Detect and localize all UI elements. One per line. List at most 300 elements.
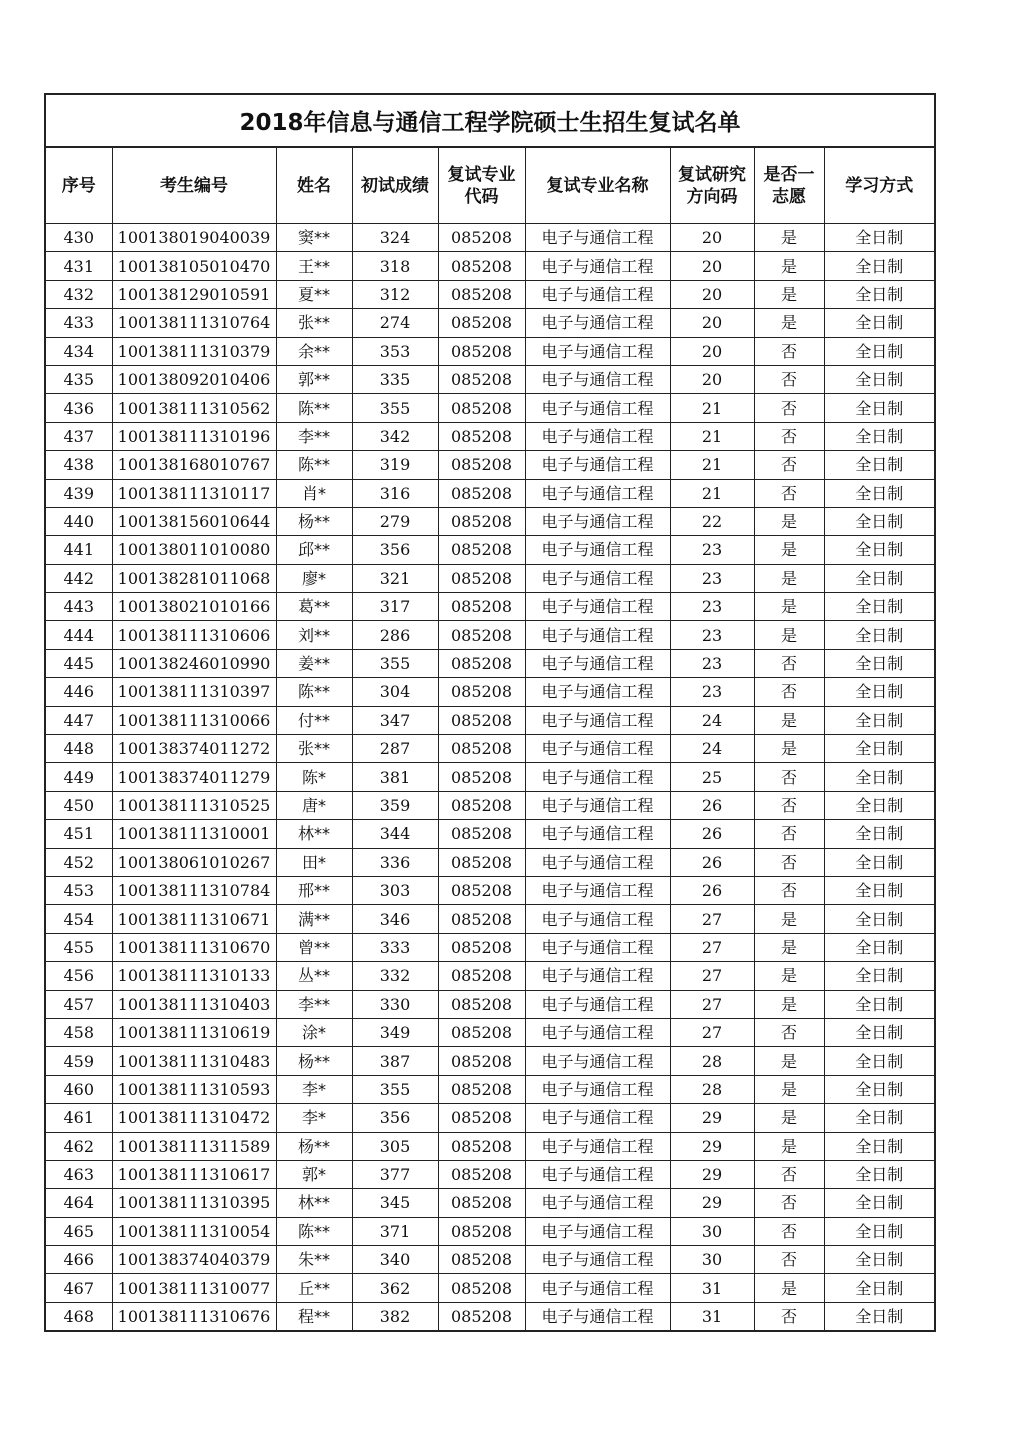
cell-candidate-id: 100138111310077: [112, 1274, 276, 1302]
cell-direction-code: 27: [670, 933, 754, 961]
cell-candidate-id: 100138281011068: [112, 564, 276, 592]
cell-first-choice: 否: [754, 394, 824, 422]
cell-index: 442: [45, 564, 112, 592]
cell-study-mode: 全日制: [824, 1302, 935, 1331]
table-row: [45, 791, 935, 819]
cell-name: 田*: [276, 848, 352, 876]
cell-study-mode: 全日制: [824, 678, 935, 706]
cell-major-name: 电子与通信工程: [525, 678, 670, 706]
cell-candidate-id: 100138111310472: [112, 1104, 276, 1132]
cell-study-mode: 全日制: [824, 735, 935, 763]
cell-index: 456: [45, 962, 112, 990]
cell-major-name: 电子与通信工程: [525, 905, 670, 933]
table-row: [45, 706, 935, 734]
cell-major-code: 085208: [438, 1246, 525, 1274]
cell-name: 满**: [276, 905, 352, 933]
cell-score: 332: [352, 962, 438, 990]
cell-major-code: 085208: [438, 848, 525, 876]
cell-study-mode: 全日制: [824, 564, 935, 592]
cell-major-name: 电子与通信工程: [525, 1274, 670, 1302]
cell-direction-code: 29: [670, 1104, 754, 1132]
cell-first-choice: 是: [754, 507, 824, 535]
cell-study-mode: 全日制: [824, 309, 935, 337]
cell-study-mode: 全日制: [824, 1104, 935, 1132]
cell-major-name: 电子与通信工程: [525, 1160, 670, 1188]
cell-study-mode: 全日制: [824, 1274, 935, 1302]
cell-name: 陈**: [276, 394, 352, 422]
cell-score: 349: [352, 1018, 438, 1046]
cell-candidate-id: 100138092010406: [112, 365, 276, 393]
cell-major-name: 电子与通信工程: [525, 848, 670, 876]
cell-major-code: 085208: [438, 1160, 525, 1188]
table-row: [45, 1189, 935, 1217]
cell-first-choice: 是: [754, 933, 824, 961]
cell-score: 359: [352, 791, 438, 819]
cell-major-name: 电子与通信工程: [525, 820, 670, 848]
cell-major-code: 085208: [438, 1018, 525, 1046]
cell-index: 455: [45, 933, 112, 961]
table-row: [45, 1302, 935, 1331]
cell-major-code: 085208: [438, 280, 525, 308]
cell-direction-code: 29: [670, 1132, 754, 1160]
cell-index: 433: [45, 309, 112, 337]
cell-major-code: 085208: [438, 990, 525, 1018]
table-row: [45, 820, 935, 848]
cell-first-choice: 否: [754, 1189, 824, 1217]
cell-candidate-id: 100138021010166: [112, 593, 276, 621]
cell-name: 李**: [276, 422, 352, 450]
cell-score: 344: [352, 820, 438, 848]
cell-candidate-id: 100138061010267: [112, 848, 276, 876]
cell-study-mode: 全日制: [824, 479, 935, 507]
cell-candidate-id: 100138156010644: [112, 507, 276, 535]
cell-candidate-id: 100138111310606: [112, 621, 276, 649]
cell-candidate-id: 100138111310784: [112, 876, 276, 904]
cell-major-name: 电子与通信工程: [525, 1189, 670, 1217]
cell-name: 王**: [276, 252, 352, 280]
cell-study-mode: 全日制: [824, 1217, 935, 1245]
cell-study-mode: 全日制: [824, 1047, 935, 1075]
cell-index: 458: [45, 1018, 112, 1046]
cell-score: 362: [352, 1274, 438, 1302]
cell-major-name: 电子与通信工程: [525, 365, 670, 393]
cell-direction-code: 24: [670, 735, 754, 763]
cell-index: 446: [45, 678, 112, 706]
cell-name: 张**: [276, 735, 352, 763]
cell-study-mode: 全日制: [824, 933, 935, 961]
cell-candidate-id: 100138111310196: [112, 422, 276, 450]
cell-major-name: 电子与通信工程: [525, 990, 670, 1018]
cell-direction-code: 23: [670, 536, 754, 564]
cell-score: 287: [352, 735, 438, 763]
table-row: [45, 224, 935, 252]
cell-candidate-id: 100138111310525: [112, 791, 276, 819]
cell-index: 451: [45, 820, 112, 848]
cell-major-code: 085208: [438, 451, 525, 479]
cell-major-name: 电子与通信工程: [525, 394, 670, 422]
cell-study-mode: 全日制: [824, 990, 935, 1018]
cell-first-choice: 是: [754, 224, 824, 252]
cell-score: 355: [352, 1075, 438, 1103]
cell-name: 杨**: [276, 1047, 352, 1075]
cell-direction-code: 20: [670, 280, 754, 308]
cell-index: 468: [45, 1302, 112, 1331]
cell-score: 316: [352, 479, 438, 507]
cell-major-name: 电子与通信工程: [525, 1217, 670, 1245]
cell-score: 303: [352, 876, 438, 904]
cell-direction-code: 23: [670, 621, 754, 649]
cell-major-code: 085208: [438, 706, 525, 734]
col-header-direction-code: 复试研究方向码: [670, 147, 754, 224]
cell-score: 355: [352, 394, 438, 422]
cell-major-name: 电子与通信工程: [525, 422, 670, 450]
cell-index: 444: [45, 621, 112, 649]
cell-major-code: 085208: [438, 678, 525, 706]
cell-direction-code: 22: [670, 507, 754, 535]
retest-list-table: [44, 93, 936, 1332]
cell-direction-code: 28: [670, 1047, 754, 1075]
cell-score: 382: [352, 1302, 438, 1331]
cell-score: 347: [352, 706, 438, 734]
cell-major-name: 电子与通信工程: [525, 649, 670, 677]
cell-major-name: 电子与通信工程: [525, 507, 670, 535]
cell-first-choice: 是: [754, 990, 824, 1018]
cell-name: 郭**: [276, 365, 352, 393]
cell-name: 郭*: [276, 1160, 352, 1188]
cell-first-choice: 否: [754, 479, 824, 507]
cell-name: 林**: [276, 820, 352, 848]
cell-index: 434: [45, 337, 112, 365]
cell-first-choice: 是: [754, 706, 824, 734]
cell-name: 曾**: [276, 933, 352, 961]
table-row: [45, 990, 935, 1018]
cell-score: 324: [352, 224, 438, 252]
cell-first-choice: 否: [754, 820, 824, 848]
cell-name: 陈*: [276, 763, 352, 791]
cell-name: 杨**: [276, 1132, 352, 1160]
cell-study-mode: 全日制: [824, 536, 935, 564]
cell-first-choice: 是: [754, 905, 824, 933]
cell-index: 465: [45, 1217, 112, 1245]
cell-index: 448: [45, 735, 112, 763]
cell-candidate-id: 100138374040379: [112, 1246, 276, 1274]
cell-index: 466: [45, 1246, 112, 1274]
table-row: [45, 451, 935, 479]
cell-major-code: 085208: [438, 337, 525, 365]
cell-major-code: 085208: [438, 820, 525, 848]
cell-index: 453: [45, 876, 112, 904]
cell-major-name: 电子与通信工程: [525, 593, 670, 621]
cell-name: 丛**: [276, 962, 352, 990]
cell-major-name: 电子与通信工程: [525, 1104, 670, 1132]
cell-candidate-id: 100138111310066: [112, 706, 276, 734]
cell-study-mode: 全日制: [824, 280, 935, 308]
cell-major-name: 电子与通信工程: [525, 337, 670, 365]
cell-major-code: 085208: [438, 791, 525, 819]
table-row: [45, 536, 935, 564]
cell-name: 张**: [276, 309, 352, 337]
cell-candidate-id: 100138111310395: [112, 1189, 276, 1217]
cell-first-choice: 是: [754, 593, 824, 621]
cell-major-name: 电子与通信工程: [525, 1246, 670, 1274]
cell-first-choice: 是: [754, 536, 824, 564]
cell-candidate-id: 100138111310397: [112, 678, 276, 706]
cell-direction-code: 26: [670, 876, 754, 904]
cell-direction-code: 26: [670, 791, 754, 819]
cell-major-name: 电子与通信工程: [525, 791, 670, 819]
table-row: [45, 479, 935, 507]
cell-study-mode: 全日制: [824, 820, 935, 848]
cell-candidate-id: 100138011010080: [112, 536, 276, 564]
cell-index: 463: [45, 1160, 112, 1188]
cell-study-mode: 全日制: [824, 905, 935, 933]
cell-major-code: 085208: [438, 1104, 525, 1132]
cell-major-code: 085208: [438, 735, 525, 763]
cell-direction-code: 23: [670, 678, 754, 706]
cell-major-code: 085208: [438, 365, 525, 393]
cell-index: 437: [45, 422, 112, 450]
cell-direction-code: 26: [670, 820, 754, 848]
cell-score: 356: [352, 1104, 438, 1132]
cell-direction-code: 21: [670, 479, 754, 507]
cell-candidate-id: 100138111310117: [112, 479, 276, 507]
cell-score: 340: [352, 1246, 438, 1274]
cell-first-choice: 否: [754, 1160, 824, 1188]
cell-first-choice: 是: [754, 1075, 824, 1103]
cell-major-name: 电子与通信工程: [525, 536, 670, 564]
col-header-major-name: 复试专业名称: [525, 147, 670, 224]
cell-direction-code: 31: [670, 1274, 754, 1302]
cell-direction-code: 23: [670, 564, 754, 592]
cell-direction-code: 31: [670, 1302, 754, 1331]
cell-candidate-id: 100138111310001: [112, 820, 276, 848]
cell-candidate-id: 100138246010990: [112, 649, 276, 677]
cell-index: 443: [45, 593, 112, 621]
cell-name: 唐*: [276, 791, 352, 819]
cell-major-code: 085208: [438, 876, 525, 904]
table-row: [45, 394, 935, 422]
cell-direction-code: 26: [670, 848, 754, 876]
admission-list-sheet: [44, 93, 934, 1332]
cell-score: 304: [352, 678, 438, 706]
cell-major-code: 085208: [438, 479, 525, 507]
table-row: [45, 564, 935, 592]
cell-study-mode: 全日制: [824, 791, 935, 819]
cell-major-name: 电子与通信工程: [525, 224, 670, 252]
cell-major-code: 085208: [438, 621, 525, 649]
cell-index: 445: [45, 649, 112, 677]
cell-index: 459: [45, 1047, 112, 1075]
cell-major-name: 电子与通信工程: [525, 735, 670, 763]
cell-major-code: 085208: [438, 1189, 525, 1217]
table-row: [45, 252, 935, 280]
table-row: [45, 1047, 935, 1075]
cell-direction-code: 20: [670, 252, 754, 280]
cell-name: 窦**: [276, 224, 352, 252]
cell-score: 353: [352, 337, 438, 365]
cell-score: 371: [352, 1217, 438, 1245]
cell-index: 452: [45, 848, 112, 876]
cell-study-mode: 全日制: [824, 962, 935, 990]
cell-major-name: 电子与通信工程: [525, 451, 670, 479]
cell-direction-code: 23: [670, 593, 754, 621]
cell-major-code: 085208: [438, 394, 525, 422]
cell-first-choice: 否: [754, 1018, 824, 1046]
cell-index: 454: [45, 905, 112, 933]
cell-major-name: 电子与通信工程: [525, 621, 670, 649]
table-row: [45, 309, 935, 337]
table-row: [45, 280, 935, 308]
cell-index: 449: [45, 763, 112, 791]
cell-major-code: 085208: [438, 422, 525, 450]
cell-score: 377: [352, 1160, 438, 1188]
cell-major-code: 085208: [438, 564, 525, 592]
cell-direction-code: 20: [670, 309, 754, 337]
cell-direction-code: 21: [670, 451, 754, 479]
cell-study-mode: 全日制: [824, 848, 935, 876]
cell-first-choice: 否: [754, 1302, 824, 1331]
cell-major-name: 电子与通信工程: [525, 763, 670, 791]
cell-major-code: 085208: [438, 1075, 525, 1103]
col-header-name: 姓名: [276, 147, 352, 224]
cell-major-name: 电子与通信工程: [525, 252, 670, 280]
cell-name: 姜**: [276, 649, 352, 677]
cell-candidate-id: 100138111310133: [112, 962, 276, 990]
cell-candidate-id: 100138111310670: [112, 933, 276, 961]
cell-major-name: 电子与通信工程: [525, 876, 670, 904]
cell-index: 435: [45, 365, 112, 393]
cell-score: 336: [352, 848, 438, 876]
col-header-candidate-id: 考生编号: [112, 147, 276, 224]
cell-score: 279: [352, 507, 438, 535]
cell-major-name: 电子与通信工程: [525, 1132, 670, 1160]
cell-major-name: 电子与通信工程: [525, 1075, 670, 1103]
cell-name: 夏**: [276, 280, 352, 308]
cell-index: 450: [45, 791, 112, 819]
cell-major-name: 电子与通信工程: [525, 280, 670, 308]
cell-study-mode: 全日制: [824, 1246, 935, 1274]
cell-study-mode: 全日制: [824, 365, 935, 393]
cell-major-code: 085208: [438, 593, 525, 621]
cell-first-choice: 否: [754, 337, 824, 365]
header-row: [45, 147, 935, 224]
cell-study-mode: 全日制: [824, 394, 935, 422]
cell-first-choice: 是: [754, 1132, 824, 1160]
cell-index: 436: [45, 394, 112, 422]
cell-index: 432: [45, 280, 112, 308]
cell-index: 464: [45, 1189, 112, 1217]
cell-first-choice: 是: [754, 564, 824, 592]
cell-major-code: 085208: [438, 1274, 525, 1302]
table-row: [45, 1104, 935, 1132]
cell-score: 317: [352, 593, 438, 621]
cell-major-name: 电子与通信工程: [525, 1047, 670, 1075]
cell-major-code: 085208: [438, 1132, 525, 1160]
cell-score: 333: [352, 933, 438, 961]
cell-name: 李*: [276, 1075, 352, 1103]
table-row: [45, 1160, 935, 1188]
cell-first-choice: 否: [754, 678, 824, 706]
cell-name: 付**: [276, 706, 352, 734]
cell-major-code: 085208: [438, 905, 525, 933]
cell-direction-code: 30: [670, 1217, 754, 1245]
cell-first-choice: 是: [754, 280, 824, 308]
cell-score: 381: [352, 763, 438, 791]
cell-direction-code: 27: [670, 990, 754, 1018]
cell-study-mode: 全日制: [824, 593, 935, 621]
cell-direction-code: 20: [670, 365, 754, 393]
cell-direction-code: 29: [670, 1189, 754, 1217]
cell-direction-code: 21: [670, 394, 754, 422]
cell-first-choice: 是: [754, 621, 824, 649]
cell-name: 葛**: [276, 593, 352, 621]
cell-first-choice: 否: [754, 848, 824, 876]
cell-first-choice: 是: [754, 1047, 824, 1075]
cell-first-choice: 是: [754, 309, 824, 337]
table-row: [45, 848, 935, 876]
cell-direction-code: 24: [670, 706, 754, 734]
table-row: [45, 507, 935, 535]
table-row: [45, 422, 935, 450]
cell-score: 305: [352, 1132, 438, 1160]
cell-score: 274: [352, 309, 438, 337]
cell-index: 438: [45, 451, 112, 479]
cell-major-code: 085208: [438, 933, 525, 961]
table-body: [45, 224, 935, 1332]
cell-name: 邱**: [276, 536, 352, 564]
cell-direction-code: 21: [670, 422, 754, 450]
cell-major-name: 电子与通信工程: [525, 962, 670, 990]
cell-major-code: 085208: [438, 309, 525, 337]
cell-major-code: 085208: [438, 507, 525, 535]
cell-first-choice: 否: [754, 422, 824, 450]
cell-major-code: 085208: [438, 536, 525, 564]
cell-major-name: 电子与通信工程: [525, 1302, 670, 1331]
cell-name: 程**: [276, 1302, 352, 1331]
col-header-index: 序号: [45, 147, 112, 224]
cell-major-code: 085208: [438, 224, 525, 252]
table-row: [45, 593, 935, 621]
cell-name: 肖*: [276, 479, 352, 507]
cell-direction-code: 25: [670, 763, 754, 791]
cell-study-mode: 全日制: [824, 621, 935, 649]
table-row: [45, 933, 935, 961]
cell-candidate-id: 100138129010591: [112, 280, 276, 308]
cell-score: 335: [352, 365, 438, 393]
cell-index: 447: [45, 706, 112, 734]
cell-candidate-id: 100138111310593: [112, 1075, 276, 1103]
table-row: [45, 735, 935, 763]
cell-score: 286: [352, 621, 438, 649]
cell-first-choice: 否: [754, 876, 824, 904]
cell-index: 467: [45, 1274, 112, 1302]
table-row: [45, 905, 935, 933]
col-header-study-mode: 学习方式: [824, 147, 935, 224]
cell-major-name: 电子与通信工程: [525, 564, 670, 592]
cell-first-choice: 否: [754, 791, 824, 819]
cell-candidate-id: 100138111310671: [112, 905, 276, 933]
cell-index: 430: [45, 224, 112, 252]
cell-study-mode: 全日制: [824, 422, 935, 450]
cell-score: 330: [352, 990, 438, 1018]
cell-first-choice: 是: [754, 252, 824, 280]
cell-index: 431: [45, 252, 112, 280]
cell-candidate-id: 100138105010470: [112, 252, 276, 280]
cell-direction-code: 30: [670, 1246, 754, 1274]
cell-name: 朱**: [276, 1246, 352, 1274]
cell-name: 丘**: [276, 1274, 352, 1302]
cell-major-code: 085208: [438, 962, 525, 990]
